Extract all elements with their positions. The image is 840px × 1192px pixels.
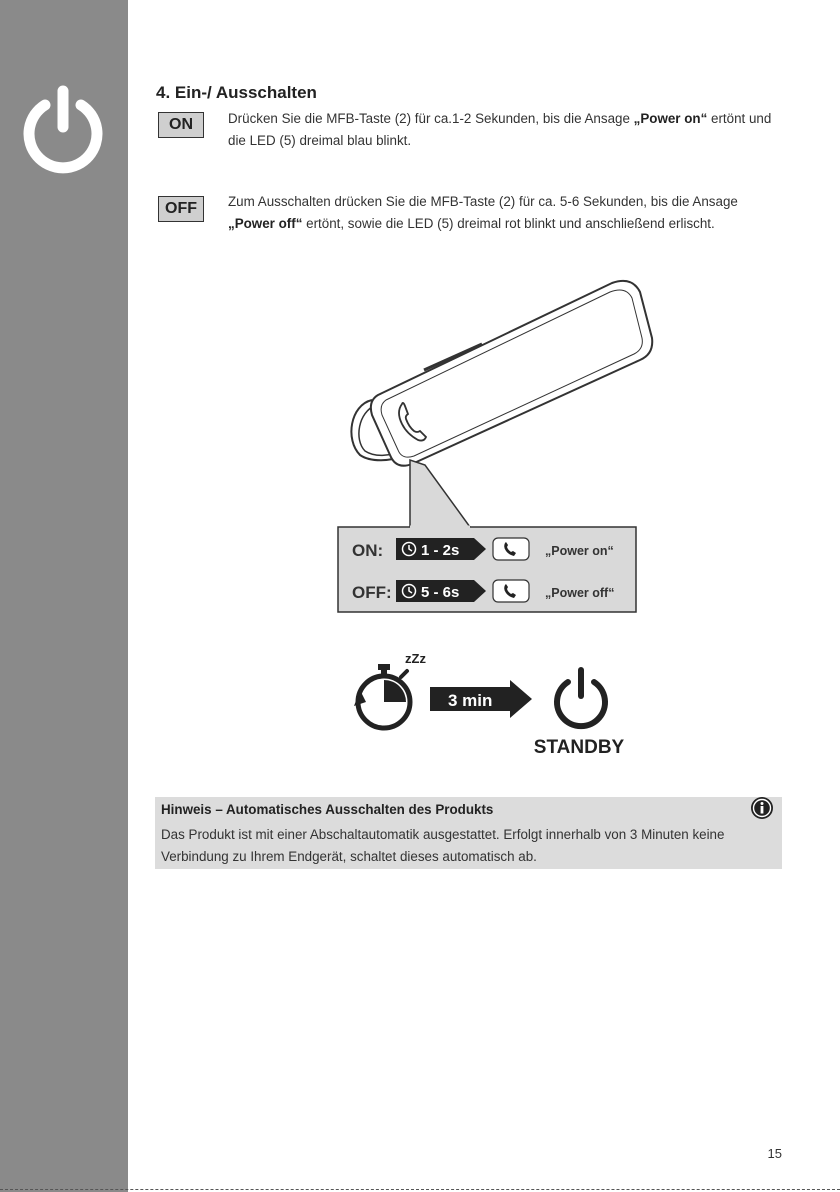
stopwatch-icon (354, 664, 410, 728)
bottom-rule (0, 1189, 840, 1190)
on-duration: 1 - 2s (421, 542, 460, 559)
off-announcement: „Power off“ (228, 216, 303, 231)
on-badge: ON (158, 112, 204, 138)
page-number: 15 (767, 1146, 782, 1161)
on-callout-announcement: „Power on“ (545, 544, 614, 558)
on-text-1: Drücken Sie die MFB-Taste (2) für ca.1-2 Sekunden, bis die Ansage (228, 111, 634, 126)
section-title: 4. Ein-/ Ausschalten (156, 83, 317, 102)
note-text: Das Produkt ist mit einer Abschaltautomatik ausgestattet. Erfolgt innerhalb von 3 Minuten keine Verbindung zu Ihrem Endgerät, schaltet dieses automatisch ab. (161, 827, 725, 864)
standby-power-icon (557, 670, 605, 726)
callout-off-label: OFF: (352, 583, 392, 602)
on-text-2: ertönt und die LED (5) dreimal blau blinkt. (228, 111, 772, 148)
standby-label: STANDBY (533, 737, 625, 758)
timeout-duration: 3 min (448, 691, 493, 710)
note-box (155, 797, 782, 869)
callout-on-label: ON: (352, 541, 384, 560)
off-phone-button (493, 580, 529, 602)
sleep-text: zZz (405, 651, 426, 666)
on-announcement: „Power on“ (633, 111, 708, 126)
off-badge: OFF (158, 196, 204, 222)
off-callout-announcement: „Power off“ (545, 586, 615, 600)
off-duration: 5 - 6s (421, 584, 460, 601)
info-icon (750, 796, 774, 820)
off-text-1: Zum Ausschalten drücken Sie die MFB-Taste (2) für ca. 5-6 Sekunden, bis die Ansage (228, 194, 738, 209)
on-phone-button (493, 538, 529, 560)
off-text-2: ertönt, sowie die LED (5) dreimal rot blinkt und anschließend erlischt. (302, 216, 715, 231)
note-title: Hinweis – Automatisches Ausschalten des Produkts (161, 802, 494, 817)
callout-pointer (410, 460, 470, 527)
